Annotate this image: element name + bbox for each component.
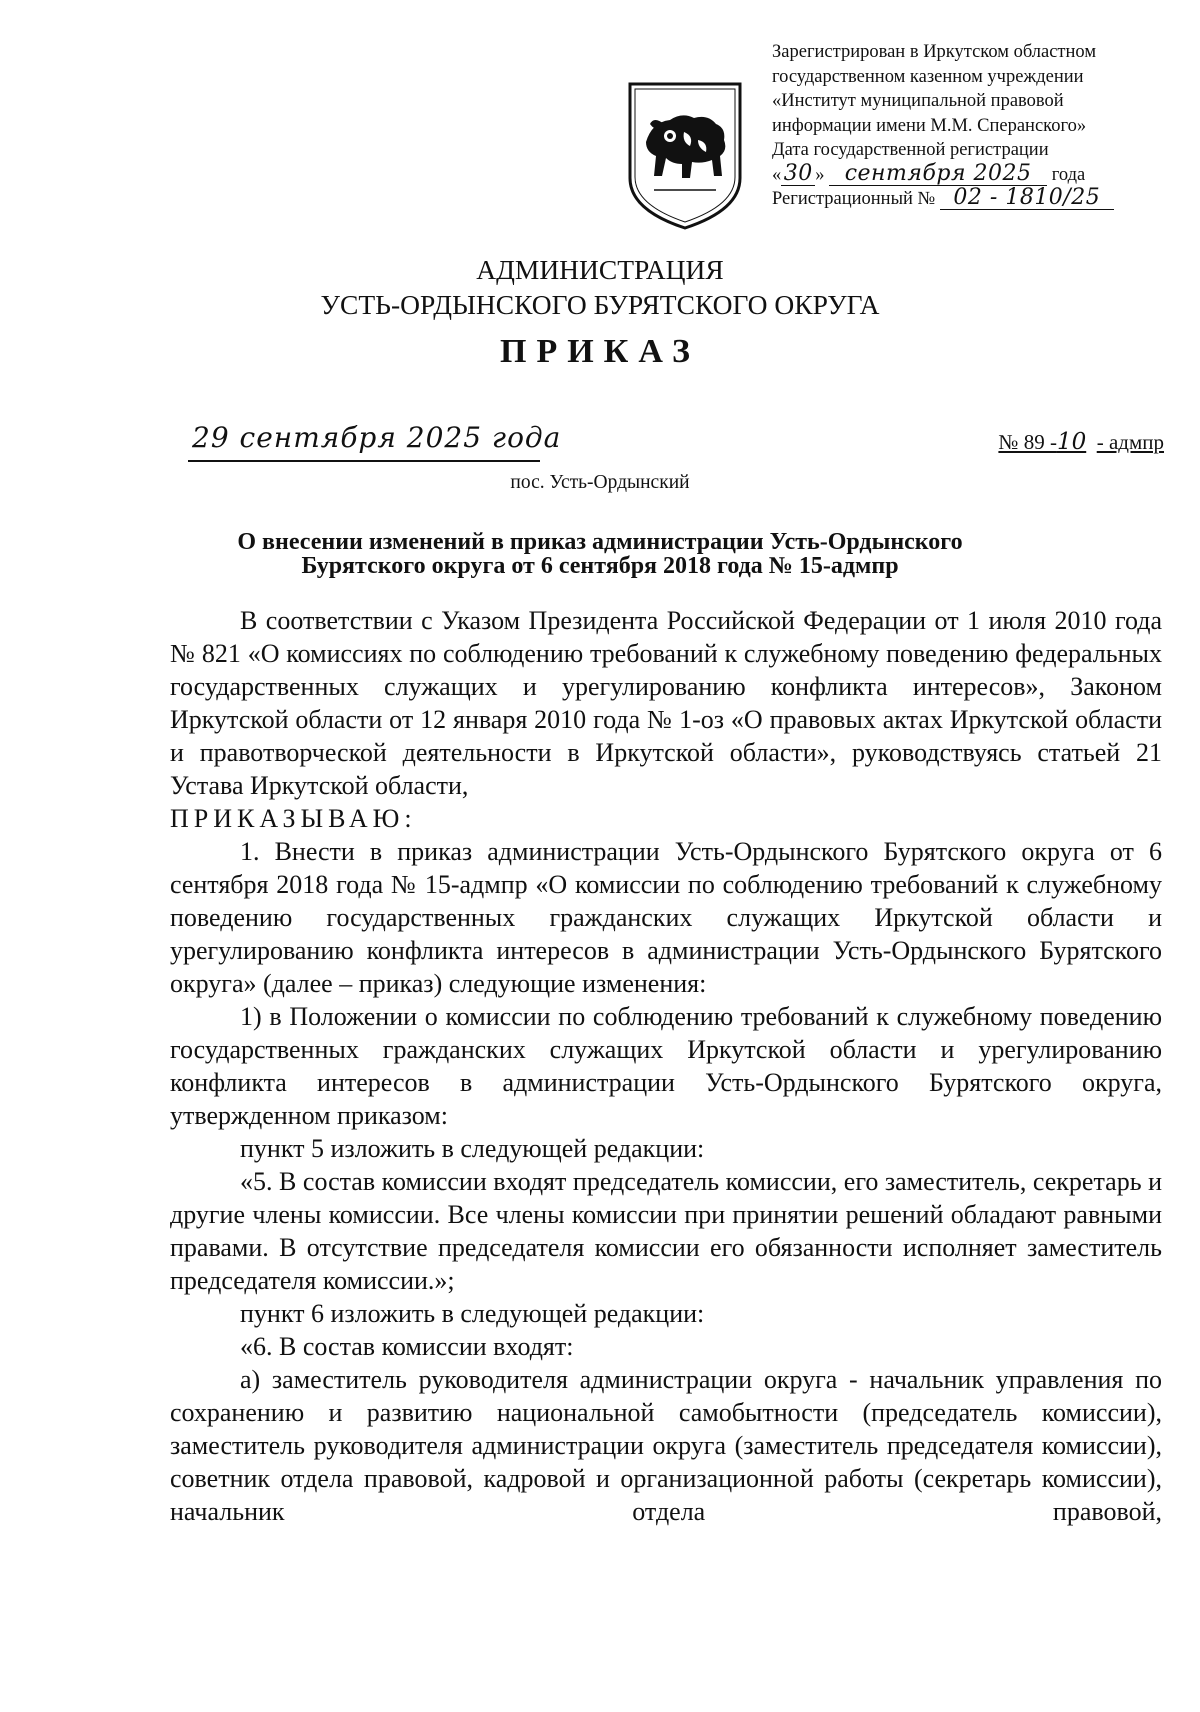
- paragraph-orders: ПРИКАЗЫВАЮ:: [170, 804, 417, 833]
- organization-region: УСТЬ-ОРДЫНСКОГО БУРЯТСКОГО ОКРУГА: [320, 289, 880, 320]
- paragraph-subitem-1: 1) в Положении о комиссии по соблюдению требований к служебному поведению государственных гражданских служащих Иркутской области и урегулированию конфликта интересов в администрации Усть-Ордынского Бурятского округа, утвержденном приказом:: [170, 1002, 1162, 1130]
- paragraph-point-5: «5. В состав комиссии входят председатель комиссии, его заместитель, секретарь и другие члены комиссии. Все члены комиссии при принятии решений обладают равными правами. В отсутствие председателя комиссии его обязанности исполняет заместитель председателя комиссии.»;: [170, 1167, 1162, 1295]
- document-title: О внесении изменений в приказ администрации Усть-Ордынского Бурятского округа от 6 сентября 2018 года № 15-адмпр: [237, 529, 963, 579]
- registration-line: «Институт муниципальной правовой: [772, 91, 1064, 111]
- registration-date-day: 30: [781, 163, 815, 186]
- registration-line: Дата государственной регистрации: [772, 140, 1049, 160]
- order-date: 29 сентября 2025 года: [192, 421, 562, 454]
- registration-line: информации имени М.М. Сперанского»: [772, 115, 1087, 136]
- coat-of-arms-icon: [624, 80, 746, 232]
- paragraph-point-6a: а) заместитель руководителя администрации округа - начальник управления по сохранению и развитию национальной самобытности (председатель комиссии), заместитель руководителя администрации округа (заместитель председателя комиссии), советник отдела правовой, кадровой и организационной работы (секретарь комиссии), начальник отдела правовой,: [170, 1365, 1162, 1526]
- paragraph-preamble: В соответствии с Указом Президента Российской Федерации от 1 июля 2010 года № 821 «О комиссиях по соблюдению требований к служебному поведению федеральных государственных служащих и урегулированию конфликта интересов», Законом Иркутской области от 12 января 2010 года № 1-оз «О правовых актах Иркутской области и правотворческой деятельности в Иркутской области», руководствуясь статьей 21 Устава Иркутской области,: [170, 606, 1162, 800]
- paragraph-point-5-intro: пункт 5 изложить в следующей редакции:: [240, 1134, 705, 1163]
- order-place: пос. Усть-Ордынский: [510, 472, 690, 493]
- order-number: № 89 -10 - адмпр: [998, 429, 1164, 455]
- paragraph-point-6-intro: пункт 6 изложить в следующей редакции:: [240, 1299, 705, 1328]
- registration-date: « 30 » сентября 2025 года: [772, 160, 1086, 186]
- registration-number: Регистрационный № 02 - 1810/25: [772, 187, 1172, 212]
- registration-stamp: [772, 40, 1172, 212]
- organization-name: АДМИНИСТРАЦИЯ: [476, 254, 724, 285]
- document-body: [170, 604, 1162, 1528]
- paragraph-item-1: 1. Внести в приказ администрации Усть-Ордынского Бурятского округа от 6 сентября 2018 года № 15-адмпр «О комиссии по соблюдению требований к служебному поведению государственных гражданских служащих Иркутской области и урегулированию конфликта интересов в администрации Усть-Ордынского Бурятского округа» (далее – приказ) следующие изменения:: [170, 837, 1162, 998]
- order-number-hand: 10: [1056, 429, 1087, 455]
- paragraph-point-6: «6. В состав комиссии входят:: [240, 1332, 574, 1361]
- order-date-underline: [188, 460, 540, 462]
- registration-date-month-year: сентября 2025: [829, 163, 1047, 186]
- registration-line: Зарегистрирован в Иркутском областном: [772, 42, 1097, 62]
- registration-number-value: 02 - 1810/25: [940, 187, 1114, 210]
- registration-line: государственном казенном учреждении: [772, 66, 1084, 87]
- document-type: ПРИКАЗ: [500, 333, 700, 370]
